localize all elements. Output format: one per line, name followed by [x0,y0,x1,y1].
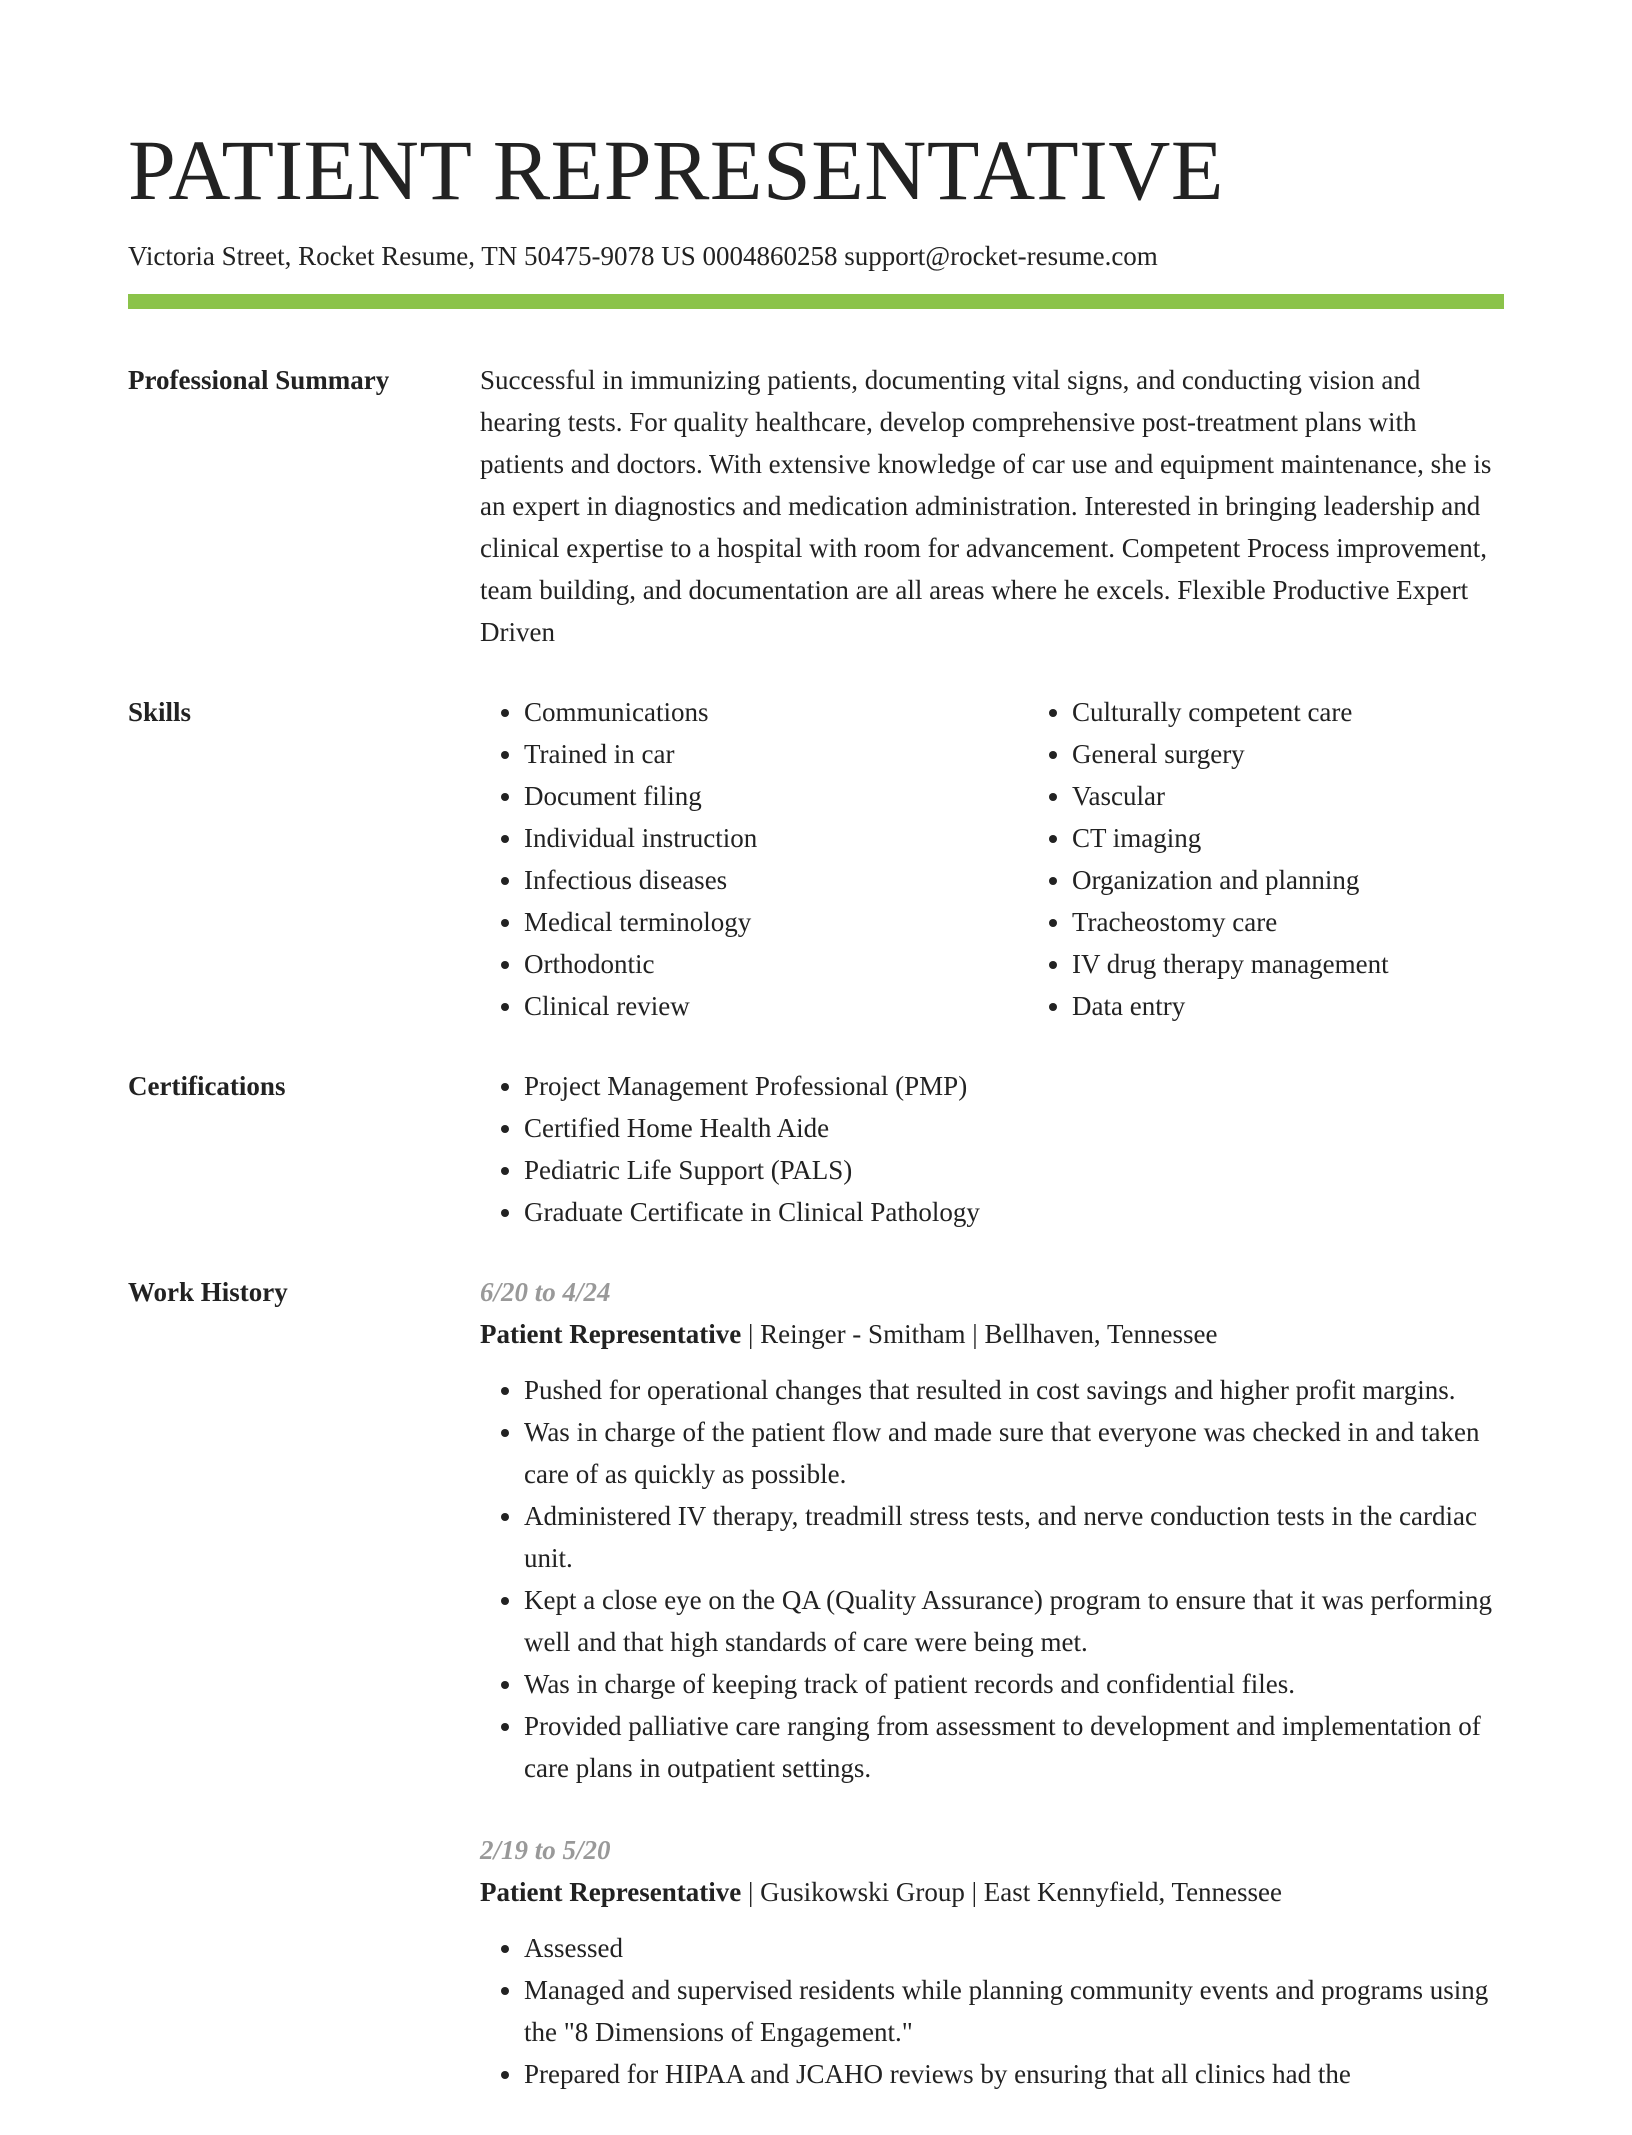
job-employer-location: | Reinger - Smitham | Bellhaven, Tennessee [741,1319,1218,1349]
skill-item: • Medical terminology [524,901,1028,943]
skills-list-right [1028,691,1576,1027]
skill-item: • Individual instruction [524,817,1028,859]
skill-item: • Tracheostomy care [1072,901,1576,943]
skill-item: • Orthodontic [524,943,1028,985]
job-bullets [480,1369,1504,1789]
certification-item: • Graduate Certificate in Clinical Pathology [524,1191,1504,1233]
work-history-heading: Work History [128,1277,288,1307]
work-history-section [128,1271,1504,2135]
job-bullets [480,1927,1504,2095]
candidate-name: PATIENT REPRESENTATIVE [128,122,1224,218]
skill-item: • Document filing [524,775,1028,817]
skills-section [128,691,1504,1027]
job-bullet: • Administered IV therapy, treadmill stress tests, and nerve conduction tests in the cardiac unit. [524,1495,1504,1579]
certification-item: • Certified Home Health Aide [524,1107,1504,1149]
skill-item: • CT imaging [1072,817,1576,859]
skills-list-left [480,691,1028,1027]
skill-item: • Vascular [1072,775,1576,817]
job-entry [480,1829,1504,2095]
job-bullet: • Prepared for HIPAA and JCAHO reviews by ensuring that all clinics had the [524,2053,1504,2095]
skill-item: • Trained in car [524,733,1028,775]
certification-item: • Pediatric Life Support (PALS) [524,1149,1504,1191]
job-employer-location: | Gusikowski Group | East Kennyfield, Tennessee [741,1877,1283,1907]
job-heading [480,1871,1504,1913]
job-bullet: • Assessed [524,1927,1504,1969]
summary-text: Successful in immunizing patients, documenting vital signs, and conducting vision and hearing tests. For quality healthcare, develop comprehensive post-treatment plans with patients and doctors. With extensive knowledge of car use and equipment maintenance, she is an expert in diagnostics and medication administration. Interested in bringing leadership and clinical expertise to a hospital with room for advancement. Competent Process improvement, team building, and documentation are all areas where he excels. Flexible Productive Expert Driven [480,365,1492,647]
job-entry [480,1271,1504,1789]
skill-item: • Organization and planning [1072,859,1576,901]
skill-item: • Clinical review [524,985,1028,1027]
header-divider [128,294,1504,309]
contact-line: Victoria Street, Rocket Resume, TN 50475-9078 US 0004860258 support@rocket-resume.com [128,241,1158,271]
certifications-list [480,1065,1504,1233]
job-dates: 2/19 to 5/20 [480,1835,611,1865]
job-title: Patient Representative [480,1319,742,1349]
skill-item: • General surgery [1072,733,1576,775]
job-bullet: • Was in charge of the patient flow and made sure that everyone was checked in and taken care of as quickly as possible. [524,1411,1504,1495]
certification-item: • Project Management Professional (PMP) [524,1065,1504,1107]
job-title: Patient Representative [480,1877,742,1907]
job-bullet: • Pushed for operational changes that resulted in cost savings and higher profit margins. [524,1369,1504,1411]
certifications-heading: Certifications [128,1071,286,1101]
skill-item: • Infectious diseases [524,859,1028,901]
skill-item: • Data entry [1072,985,1576,1027]
skills-heading: Skills [128,697,192,727]
job-dates: 6/20 to 4/24 [480,1277,611,1307]
certifications-section [128,1065,1504,1233]
skill-item: • IV drug therapy management [1072,943,1576,985]
skill-item: • Culturally competent care [1072,691,1576,733]
resume-page [128,120,1504,2135]
job-heading [480,1313,1504,1355]
summary-section [128,359,1504,653]
job-bullet: • Managed and supervised residents while planning community events and programs using the "8 Dimensions of Engagement." [524,1969,1504,2053]
summary-heading: Professional Summary [128,365,390,395]
skill-item: • Communications [524,691,1028,733]
job-bullet: • Provided palliative care ranging from assessment to development and implementation of care plans in outpatient settings. [524,1705,1504,1789]
job-bullet: • Was in charge of keeping track of patient records and confidential files. [524,1663,1504,1705]
job-bullet: • Kept a close eye on the QA (Quality Assurance) program to ensure that it was performing well and that high standards of care were being met. [524,1579,1504,1663]
